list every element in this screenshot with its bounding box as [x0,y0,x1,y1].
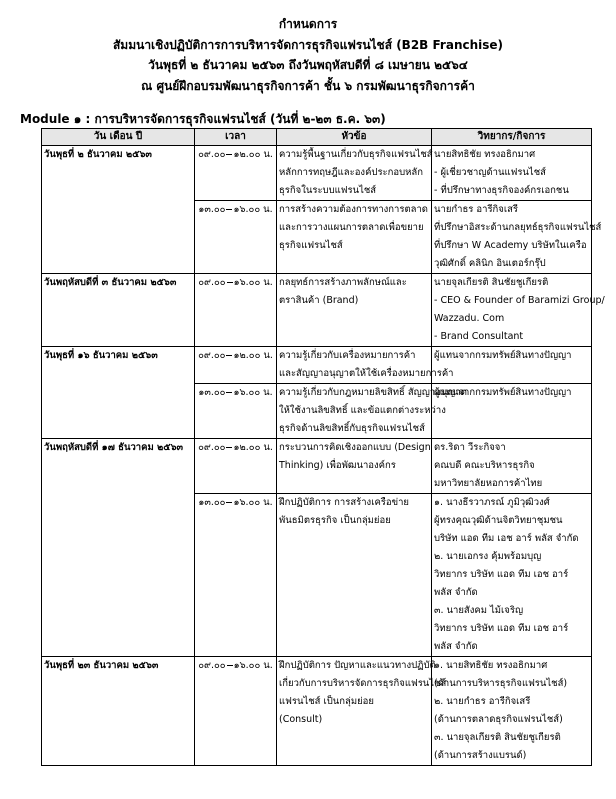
table-row [42,657,592,766]
speaker-line: - ผู้เชี่ยวชาญด้านแฟรนไชส์ [434,167,546,178]
topic-cell [277,347,454,384]
topic-line: แฟรนไชส์ เป็นกลุ่มย่อย [279,696,374,707]
speaker-lines [434,384,589,402]
speaker-lines [434,657,589,765]
table-row [42,439,592,494]
topic-line: กลยุทธ์การสร้างภาพลักษณ์และ [279,277,407,288]
speaker-line: วิทยากร บริษัท แอด ทีม เอช อาร์ [434,569,569,580]
topic-lines [279,657,447,729]
time-start: ๑๓.๐๐ [198,204,226,215]
speaker-cell [432,494,592,657]
time-start: ๑๓.๐๐ [198,497,226,508]
time-separator [227,665,233,666]
time-end: ๑๒.๐๐ น. [233,350,273,361]
speaker-line: ๑. นางธีรวาภรณ์ ภูมิวุฒิวงศ์ [434,497,550,508]
topic-line: Thinking) เพื่อพัฒนาองค์กร [279,460,396,471]
day-cell: วันพุธที่ ๒ ธันวาคม ๒๕๖๓ [42,146,195,274]
day-cell: วันพฤหัสบดีที่ ๓ ธันวาคม ๒๕๖๓ [42,274,195,347]
schedule-body [42,146,605,766]
speaker-line: ที่ปรึกษา W Academy บริษัทในเครือ [434,240,587,251]
topic-line: ธุรกิจแฟรนไชส์ [279,240,343,251]
topic-line: ฝึกปฏิบัติการ ปัญหาและแนวทางปฏิบัติ [279,660,436,671]
time-end: ๑๖.๐๐ น. [233,277,273,288]
time-cell [195,494,277,657]
topic-cell [277,494,432,657]
speaker-line: บริษัท แอด ทีม เอช อาร์ พลัส จำกัด [434,533,579,544]
time-separator [226,154,232,155]
time-cell [195,146,277,201]
time-end: ๑๒.๐๐ น. [233,442,273,453]
time-start: ๐๙.๐๐ [198,277,226,288]
speaker-line: วิทยากร บริษัท แอด ทีม เอช อาร์ [434,623,569,634]
schedule-table [41,128,605,766]
header-seminar-name: สัมมนาเชิงปฏิบัติการการบริหารจัดการธุรกิจแฟรนไชส์ (B2B Franchise) [112,37,504,52]
time-start: ๐๙.๐๐ [198,350,226,361]
topic-cell [277,384,467,439]
time-separator [226,392,232,393]
speaker-line: พลัส จำกัด [434,641,478,652]
speaker-line: นายกำธร อารีกิจเสรี [434,204,519,215]
time-start: ๐๙.๐๐ [198,149,226,160]
time-end: ๑๒.๐๐ น. [233,149,273,160]
module-title: Module ๑ : การบริหารจัดการธุรกิจแฟรนไชส์ (วันที่ ๒-๒๓ ธ.ค. ๖๓) [20,112,386,126]
speaker-lines [434,201,602,273]
topic-line: หลักการทฤษฎีและองค์ประกอบหลัก [279,167,423,178]
topic-line: เกี่ยวกับการบริหารจัดการธุรกิจแฟรนไชส์ [279,678,447,689]
time-separator [226,209,232,210]
speaker-line: ๓. นายสังคม ไม้เจริญ [434,605,524,616]
speaker-lines [434,347,589,365]
topic-line: ฝึกปฏิบัติการ การสร้างเครือข่าย [279,497,410,508]
speaker-lines [434,439,589,493]
schedule-header-row [42,129,592,146]
speaker-line: (ด้านการสร้างแบรนด์) [434,750,527,761]
topic-line: ตราสินค้า (Brand) [279,295,359,306]
topic-line: การสร้างความต้องการทางการตลาด [279,204,428,215]
speaker-line: พลัส จำกัด [434,587,478,598]
topic-line: ธุรกิจด้านลิขสิทธิ์กับธุรกิจแฟรนไชส์ [279,423,425,434]
speaker-cell [432,146,592,201]
topic-cell [277,657,447,766]
speaker-line: - Brand Consultant [434,331,524,342]
time-cell [195,439,277,494]
topic-cell [277,201,432,274]
speaker-lines [434,494,589,656]
topic-line: พันธมิตรธุรกิจ เป็นกลุ่มย่อย [279,515,391,526]
topic-lines [279,384,467,438]
topic-cell [277,274,432,347]
speaker-lines [434,146,589,200]
topic-lines [279,146,433,200]
speaker-cell [432,274,605,347]
speaker-line: ๒. นายกำธร อารีกิจเสรี [434,696,531,707]
topic-lines [279,494,429,530]
speaker-line: ๒. นายเอกรง คุ้มพร้อมบุญ [434,551,542,562]
topic-line: ความรู้เกี่ยวกับเครื่องหมายการค้า [279,350,416,361]
column-header-time: เวลา [195,129,277,146]
time-cell [195,347,277,384]
time-separator [226,502,232,503]
topic-cell [277,146,432,201]
time-separator [227,282,233,283]
header-date-range: วันพุธที่ ๒ ธันวาคม ๒๕๖๓ ถึงวันพฤหัสบดีที่ ๘ เมษายน ๒๕๖๔ [148,58,468,72]
topic-lines [279,347,454,383]
speaker-line: นายสิทธิชัย ทรงอธิกมาศ [434,149,536,160]
time-separator [226,447,232,448]
time-separator [226,355,232,356]
speaker-cell [432,657,592,766]
column-header-topic: หัวข้อ [277,129,432,146]
speaker-cell [432,384,592,439]
speaker-line: นายจุลเกียรติ สินชัยชูเกียรติ [434,277,549,288]
document-header [0,14,616,96]
topic-line: และสัญญาอนุญาตให้ใช้เครื่องหมายการค้า [279,368,454,379]
speaker-lines [434,274,605,346]
table-row [42,146,592,201]
topic-cell [277,439,432,494]
speaker-line: - ที่ปรึกษาทางธุรกิจองค์กรเอกชน [434,185,569,196]
time-start: ๐๙.๐๐ [198,442,226,453]
speaker-line: คณบดี คณะบริหารธุรกิจ [434,460,535,471]
speaker-line: ๓. นายจุลเกียรติ สินชัยชูเกียรติ [434,732,561,743]
day-cell: วันพฤหัสบดีที่ ๑๗ ธันวาคม ๒๕๖๓ [42,439,195,657]
speaker-line: ๑. นายสิทธิชัย ทรงอธิกมาศ [434,660,548,671]
time-end: ๑๖.๐๐ น. [233,660,273,671]
header-title: กำหนดการ [278,17,338,31]
speaker-line: (ด้านการบริหารธุรกิจแฟรนไชส์) [434,678,568,689]
column-header-date: วัน เดือน ปี [42,129,195,146]
speaker-line: ผู้แทนจากกรมทรัพย์สินทางปัญญา [434,350,572,361]
column-header-speaker: วิทยากร/กิจการ [432,129,592,146]
speaker-line: ที่ปรึกษาอิสระด้านกลยุทธ์ธุรกิจแฟรนไชส์ [434,222,602,233]
speaker-line: Wazzadu. Com [434,313,505,324]
topic-line: ให้ใช้งานลิขสิทธิ์ และข้อแตกต่างระหว่าง [279,405,446,416]
speaker-line: ผู้แทนจากกรมทรัพย์สินทางปัญญา [434,387,572,398]
table-row [42,274,592,347]
speaker-line: มหาวิทยาลัยหอการค้าไทย [434,478,543,489]
time-cell [195,657,277,766]
header-venue: ณ ศูนย์ฝึกอบรมพัฒนาธุรกิจการค้า ชั้น ๖ กรมพัฒนาธุรกิจการค้า [141,78,475,93]
topic-lines [279,439,429,475]
topic-lines [279,201,429,255]
time-end: ๑๖.๐๐ น. [233,387,273,398]
topic-line: ความรู้พื้นฐานเกี่ยวกับธุรกิจแฟรนไชส์ [279,149,433,160]
topic-line: ความรู้เกี่ยวกับกฎหมายลิขสิทธิ์ สัญญาอนุญาต [279,387,467,398]
day-cell: วันพุธที่ ๑๖ ธันวาคม ๒๕๖๓ [42,347,195,439]
speaker-cell [432,439,592,494]
time-start: ๐๙.๐๐ [198,660,226,671]
speaker-line: (ด้านการตลาดธุรกิจแฟรนไชส์) [434,714,563,725]
speaker-line: - CEO & Founder of Baramizi Group/ [434,295,605,306]
time-cell [195,384,277,439]
speaker-cell [432,347,592,384]
time-cell [195,201,277,274]
topic-line: (Consult) [279,714,323,725]
speaker-cell [432,201,602,274]
table-row [42,347,592,384]
speaker-line: ผู้ทรงคุณวุฒิด้านจิตวิทยาชุมชน [434,515,563,526]
time-start: ๑๓.๐๐ [198,387,226,398]
speaker-line: ดร.ริดา วีระกิจจา [434,442,506,453]
topic-line: และการวางแผนการตลาดเพื่อขยาย [279,222,424,233]
day-cell: วันพุธที่ ๒๓ ธันวาคม ๒๕๖๓ [42,657,195,766]
topic-line: ธุรกิจในระบบแฟรนไชส์ [279,185,377,196]
speaker-line: วุฒิศักดิ์ คลินิก อินเตอร์กรุ๊ป [434,258,546,269]
topic-lines [279,274,429,310]
time-end: ๑๖.๐๐ น. [233,497,273,508]
time-end: ๑๖.๐๐ น. [233,204,273,215]
topic-line: กระบวนการคิดเชิงออกแบบ (Design [279,442,431,453]
time-cell [195,274,277,347]
